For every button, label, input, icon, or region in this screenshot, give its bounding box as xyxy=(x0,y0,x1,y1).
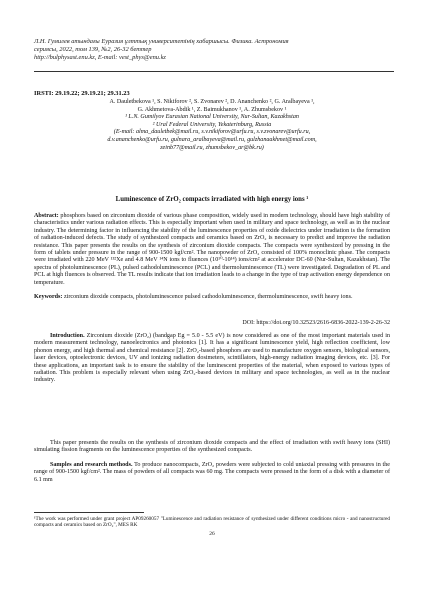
paper-title: Luminescence of ZrO₂ compacts irradiated with high energy ions ¹ xyxy=(115,196,309,203)
keywords-text: zirconium dioxide compacts, photoluminescence pulsed cathodoluminescence, thermoluminescence, swift heavy ions. xyxy=(63,294,353,300)
abstract-label: Abstract: xyxy=(34,213,59,219)
introduction-paragraph-2: This paper presents the results on the synthesis of zirconium dioxide compacts and the effect of irradiation with swift heavy ions (SHI) simulating fission fragments on the luminescence properties of the synthesized compacts. xyxy=(34,440,390,454)
author-block xyxy=(34,99,390,152)
journal-header-line-1: Л.Н. Гумилев атындағы Еуразия ұлттық университетінің хабаршысы. Физика. Астрономия xyxy=(34,38,289,45)
footnote-rule xyxy=(34,512,144,513)
samples-text: To produce nanocompacts, ZrO₂ powders were subjected to cold uniaxial pressing with pressures in the range of 900-1500 kgf/cm². The mass of powders of all compacts was 60 mg. The compacts were pressed in the form of a disk with a diameter of 6.1 mm xyxy=(34,462,390,483)
page-number: 26 xyxy=(209,531,215,537)
emails-line-3: zeinb77@mail.ru, zhumsbekov_ar@bk.ru) xyxy=(160,144,264,151)
journal-header xyxy=(34,38,394,63)
journal-header-line-2: сериясы, 2022, том 139, №2, 26-32 беттер xyxy=(34,46,152,54)
samples-label: Samples and research methods. xyxy=(50,462,133,468)
introduction-text: Zirconium dioxide (ZrO₂) (bandgap Eg = 5.0 - 5.5 eV) is now considered as one of the most important materials used in modern measurement technology, nanoelectronics and photonics [1]. It has a significant luminescence yield, high reflection coefficient, low phonon energy, and high thermal and chemical resistance [2]. ZrO₂-based phosphors are used to manufacture oxygen sensors, biological sensors, laser devices, optoelectronic devices, UV and ionizing radiation dosimeters, scintillators, high-energy radiation imaging devices, etc. [3]. For these applications, an important task is to ensure the stability of the luminescent properties of the material, when exposed to various types of radiation. This problem is especially relevant when using ZrO₂-based devices in military and space technologies, as well as in the nuclear industry. xyxy=(34,333,390,384)
doi-link[interactable]: DOI: https://doi.org/10.32523/2616-6836-2022-139-2-26-32 xyxy=(242,320,390,326)
keywords-label: Keywords: xyxy=(34,294,63,300)
irsti-codes: IRSTI: 29.19.22; 29.19.21; 29.31.23 xyxy=(34,90,130,97)
samples-paragraph xyxy=(34,462,390,484)
abstract xyxy=(34,213,390,287)
authors-line-1: A. Dauletbekova ¹, S. Nikiforov ², S. Zvonarev ², D. Ananchenko ², G. Aralbayeva ¹, xyxy=(109,99,315,105)
affiliation-1: ¹ L.N. Gumilyov Eurasian National University, Nur-Sultan, Kazakhstan xyxy=(125,114,299,121)
authors-line-2: G. Akhmetova-Abdik ¹, Z. Baimukhanov ¹, A. Zhumsbekov ¹ xyxy=(137,106,287,113)
introduction-paragraph xyxy=(34,333,390,385)
affiliation-2: ² Ural Federal University, Yekaterinburg, Russia xyxy=(152,121,272,128)
header-divider xyxy=(34,71,394,72)
emails-line-2: d.v.ananchenko@urfu.ru, gulnara_aralbayeva@mail.ru, gulzhanaakhmet@mail.com, xyxy=(107,136,317,143)
abstract-text: phosphors based on zirconium dioxide of various phase composition, widely used in modern technology, should have high stability of characteristics under various radiation effects. This is especially important when used in military and space technology, as well as in the nuclear industry. The determining factor in influencing the stability of the luminescence properties of oxide dielectrics under irradiation is the formation of radiation-induced defects. The study of synthesized compacts and ceramics based on ZrO₂ is necessary to predict and improve the radiation resistance. This paper presents the results on the synthesis of zirconium dioxide compacts. The compacts were synthesized by pressing in the form of tablets under pressure in the range of 900-1500 kgf/cm². The nanopowder of ZrO₂ consisted of 100% monoclinic phase. The compacts were irradiated with 220 MeV ¹³²Xe and 4.8 MeV ¹⁴N ions to fluences (10¹⁰-10¹⁴) ions/cm² at accelerator DC-60 (Nur-Sultan, Kazakhstan). The spectra of photoluminescence (PL), pulsed cathodoluminescence (PCL) and thermoluminescence (TL) were investigated. Degradation of PL and PCL at high fluences is observed. The TL results indicate that ion irradiation leads to a change in the type of trap activation energy dependence on temperature. xyxy=(34,213,390,286)
journal-header-line-3: http://bulphysast.enu.kz, E-mail: vest_phys@enu.kz xyxy=(34,54,166,62)
introduction-label: Introduction. xyxy=(50,333,85,339)
footnote: ¹The work was performed under grant project AP09260057 "Luminescence and radiation resistance of synthesized under different conditions micro - and nanostructured compacts and ceramics based on ZrO₂", MES RK xyxy=(34,516,390,529)
keywords xyxy=(34,294,390,301)
emails-line-1: (E-mail: alma_dauletbek@mail.ru, s.v.nikiforov@urfu.ru, s.v.zvonarev@urfu.ru, xyxy=(113,129,311,136)
